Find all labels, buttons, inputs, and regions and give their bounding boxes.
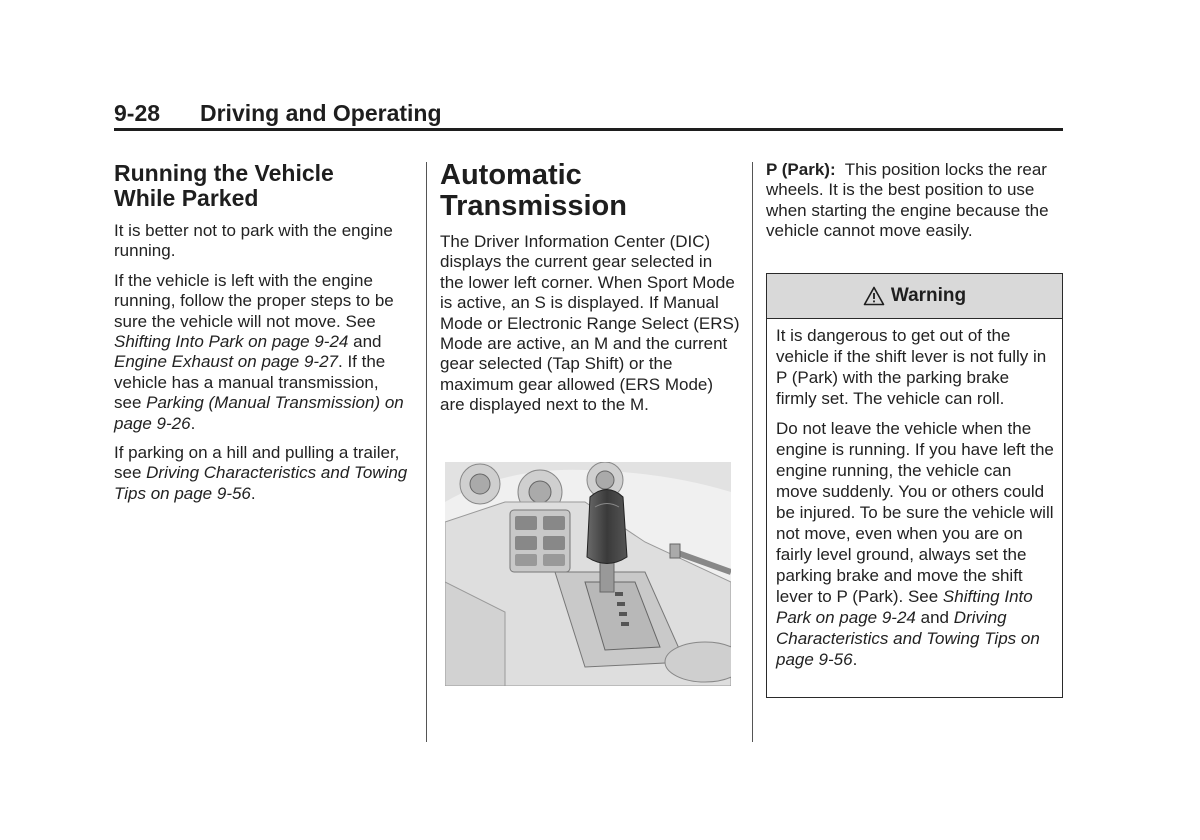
heading-line: While Parked: [114, 185, 259, 211]
text-run: This position locks the rear wheels. It is the best position to use when starting the engine because the vehicle cannot move easily.: [766, 160, 1054, 241]
cross-reference[interactable]: Driving Characteristics and Towing Tips on page 9-56: [114, 463, 408, 503]
column-1: [114, 161, 409, 513]
warning-title: Warning: [890, 285, 967, 306]
shift-lever-illustration: [445, 462, 731, 686]
paragraph: It is better not to park with the engine running.: [114, 221, 393, 261]
cross-reference[interactable]: Parking (Manual Transmission) on page 9-26: [114, 393, 404, 433]
text-run: If parking on a hill and pulling a trailer, see: [114, 443, 400, 483]
cross-reference[interactable]: Shifting Into Park on page 9-24: [776, 587, 1033, 627]
automatic-transmission-heading: [440, 160, 740, 222]
heading-line: Running the Vehicle: [114, 160, 334, 186]
column-divider-2: [752, 162, 753, 742]
running-vehicle-heading: [114, 161, 409, 211]
text-run: If the vehicle is left with the engine running, follow the proper steps to be sure the vehicle will not move. See: [114, 270, 394, 331]
warning-body: [767, 319, 1062, 670]
warning-box: [766, 273, 1063, 698]
text-run: .: [190, 413, 196, 433]
warning-triangle-icon: [863, 286, 885, 306]
text-run: Do not leave the vehicle when the engine is running. If you have left the engine running, the vehicle can move suddenly. You or others could be injured. To be sure the vehicle will not move, even when you are on fairly level ground, always set the parking brake and move the shift lever to P (Park). See: [776, 419, 1054, 606]
paragraph: The Driver Information Center (DIC) displays the current gear selected in the lower left corner. When Sport Mode is active, an S is displayed. If Manual Mode or Electronic Range Select (ERS) Mode are active, an M and the current gear selected (Tap Shift) or the maximum gear allowed (ERS Mode) are displayed next to the M.: [440, 232, 740, 415]
heading-line: Transmission: [440, 190, 627, 222]
shift-lever-drawing: [445, 462, 731, 686]
park-label: P (Park):: [766, 160, 836, 179]
page-header: [114, 100, 1062, 127]
paragraph: [114, 443, 409, 504]
cross-reference[interactable]: Driving Characteristics and Towing Tips on page 9-56: [776, 608, 1040, 669]
paragraph: It is dangerous to get out of the vehicle if the shift lever is not fully in P (Park) with the parking brake firmly set. The vehicle can roll.: [776, 326, 1047, 408]
cross-reference[interactable]: Shifting Into Park on page 9-24: [114, 332, 349, 352]
header-rule: [114, 128, 1063, 131]
text-run: and: [915, 608, 954, 627]
text-run: .: [250, 483, 256, 503]
column-divider-1: [426, 162, 427, 742]
paragraph: [776, 418, 1054, 670]
park-paragraph: [766, 160, 1063, 242]
text-run: and: [348, 332, 382, 352]
warning-header: [767, 274, 1062, 319]
section-title: Driving and Operating: [200, 100, 442, 126]
column-2: [440, 160, 740, 425]
text-run: . If the vehicle has a manual transmission, see: [114, 352, 386, 413]
page-number: 9-28: [114, 100, 161, 126]
cross-reference[interactable]: Engine Exhaust on page 9-27: [114, 352, 339, 372]
text-run: .: [852, 650, 858, 669]
paragraph: [114, 271, 409, 434]
column-3: [766, 160, 1063, 251]
heading-line: Automatic: [440, 159, 582, 191]
